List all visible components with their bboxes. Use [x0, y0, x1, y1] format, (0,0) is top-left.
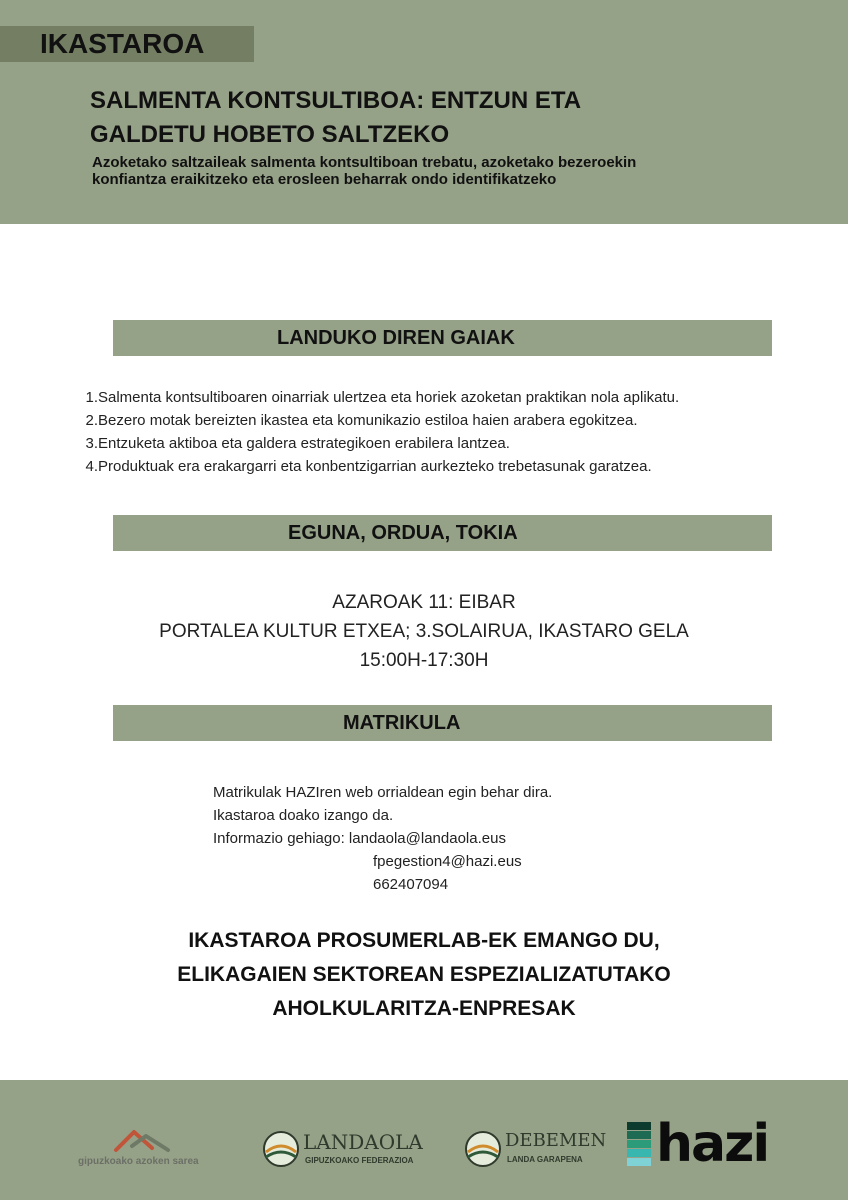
gipuzkoa-logo-text: gipuzkoako azoken sarea	[78, 1156, 199, 1167]
event-time: 15:00H-17:30H	[359, 650, 489, 671]
event-date-place: AZAROAK 11: EIBAR	[332, 592, 516, 613]
list-item	[78, 386, 808, 409]
info-label: Informazio gehiago:	[213, 830, 349, 847]
list-item-text: Bezero motak bereizten ikastea eta komunikazio estiloa haien arabera egokitzea.	[98, 412, 638, 429]
debemen-logo-text: DEBEMEN	[505, 1130, 607, 1151]
list-item-text: Produktuak era erakargarri eta konbentzigarrian aurkezteko trebetasunak garatzea.	[98, 458, 652, 475]
closing-line: AHOLKULARITZA-ENPRESAK	[272, 997, 576, 1020]
hazi-logo-text: hazi	[656, 1114, 769, 1174]
list-item-number: 4.	[85, 458, 98, 475]
debemen-logo-icon	[464, 1130, 502, 1168]
debemen-logo-subtext: LANDA GARAPENA	[507, 1155, 583, 1164]
enroll-contact-row	[213, 827, 773, 850]
course-title-line: GALDETU HOBETO SALTZEKO	[90, 121, 450, 148]
enroll-info	[213, 781, 773, 896]
landaola-logo-text: LANDAOLA	[303, 1130, 423, 1154]
list-item-number: 1.	[85, 389, 98, 406]
event-details	[0, 588, 848, 675]
closing-line: ELIKAGAIEN SEKTOREAN ESPEZIALIZATUTAKO	[177, 963, 671, 986]
contact-email-link[interactable]: landaola@landaola.eus	[348, 830, 506, 847]
enroll-line: Matrikulak HAZIren web orrialdean egin behar dira.	[213, 784, 553, 801]
closing-line: IKASTAROA PROSUMERLAB-EK EMANGO DU,	[188, 929, 660, 952]
contact-email-link[interactable]: fpegestion4@hazi.eus	[373, 853, 522, 870]
enroll-section-title: MATRIKULA	[343, 712, 461, 734]
course-tag: IKASTAROA	[40, 28, 205, 59]
course-title	[90, 84, 790, 152]
closing-statement	[0, 924, 848, 1026]
course-subtitle-line: Azoketako saltzaileak salmenta kontsultiboan trebatu, azoketako bezeroekin	[92, 154, 637, 171]
list-item	[78, 409, 808, 432]
enroll-line: Ikastaroa doako izango da.	[213, 807, 394, 824]
course-title-line: SALMENTA KONTSULTIBOA: ENTZUN ETA	[90, 87, 582, 114]
course-subtitle-line: konfiantza eraikitzeko eta erosleen beharrak ondo identifikatzeko	[92, 171, 557, 188]
topics-section-title: LANDUKO DIREN GAIAK	[277, 327, 515, 349]
hazi-logo-icon	[627, 1122, 651, 1166]
list-item-text: Entzuketa aktiboa eta galdera estrategikoen erabilera lantzea.	[98, 435, 510, 452]
course-subtitle	[92, 154, 772, 188]
list-item-text: Salmenta kontsultiboaren oinarriak ulertzea eta horiek azoketan praktikan nola aplikatu.	[98, 389, 680, 406]
list-item-number: 3.	[85, 435, 98, 452]
landaola-logo-icon	[262, 1130, 300, 1168]
contact-phone[interactable]: 662407094	[373, 876, 449, 893]
landaola-logo-subtext: GIPUZKOAKO FEDERAZIOA	[305, 1156, 414, 1165]
event-venue: PORTALEA KULTUR ETXEA; 3.SOLAIRUA, IKASTARO GELA	[159, 621, 689, 642]
topics-list	[78, 386, 808, 478]
list-item-number: 2.	[85, 412, 98, 429]
when-section-title: EGUNA, ORDUA, TOKIA	[288, 522, 518, 544]
gipuzkoa-logo-icon	[112, 1124, 172, 1154]
list-item	[78, 432, 808, 455]
list-item	[78, 455, 808, 478]
